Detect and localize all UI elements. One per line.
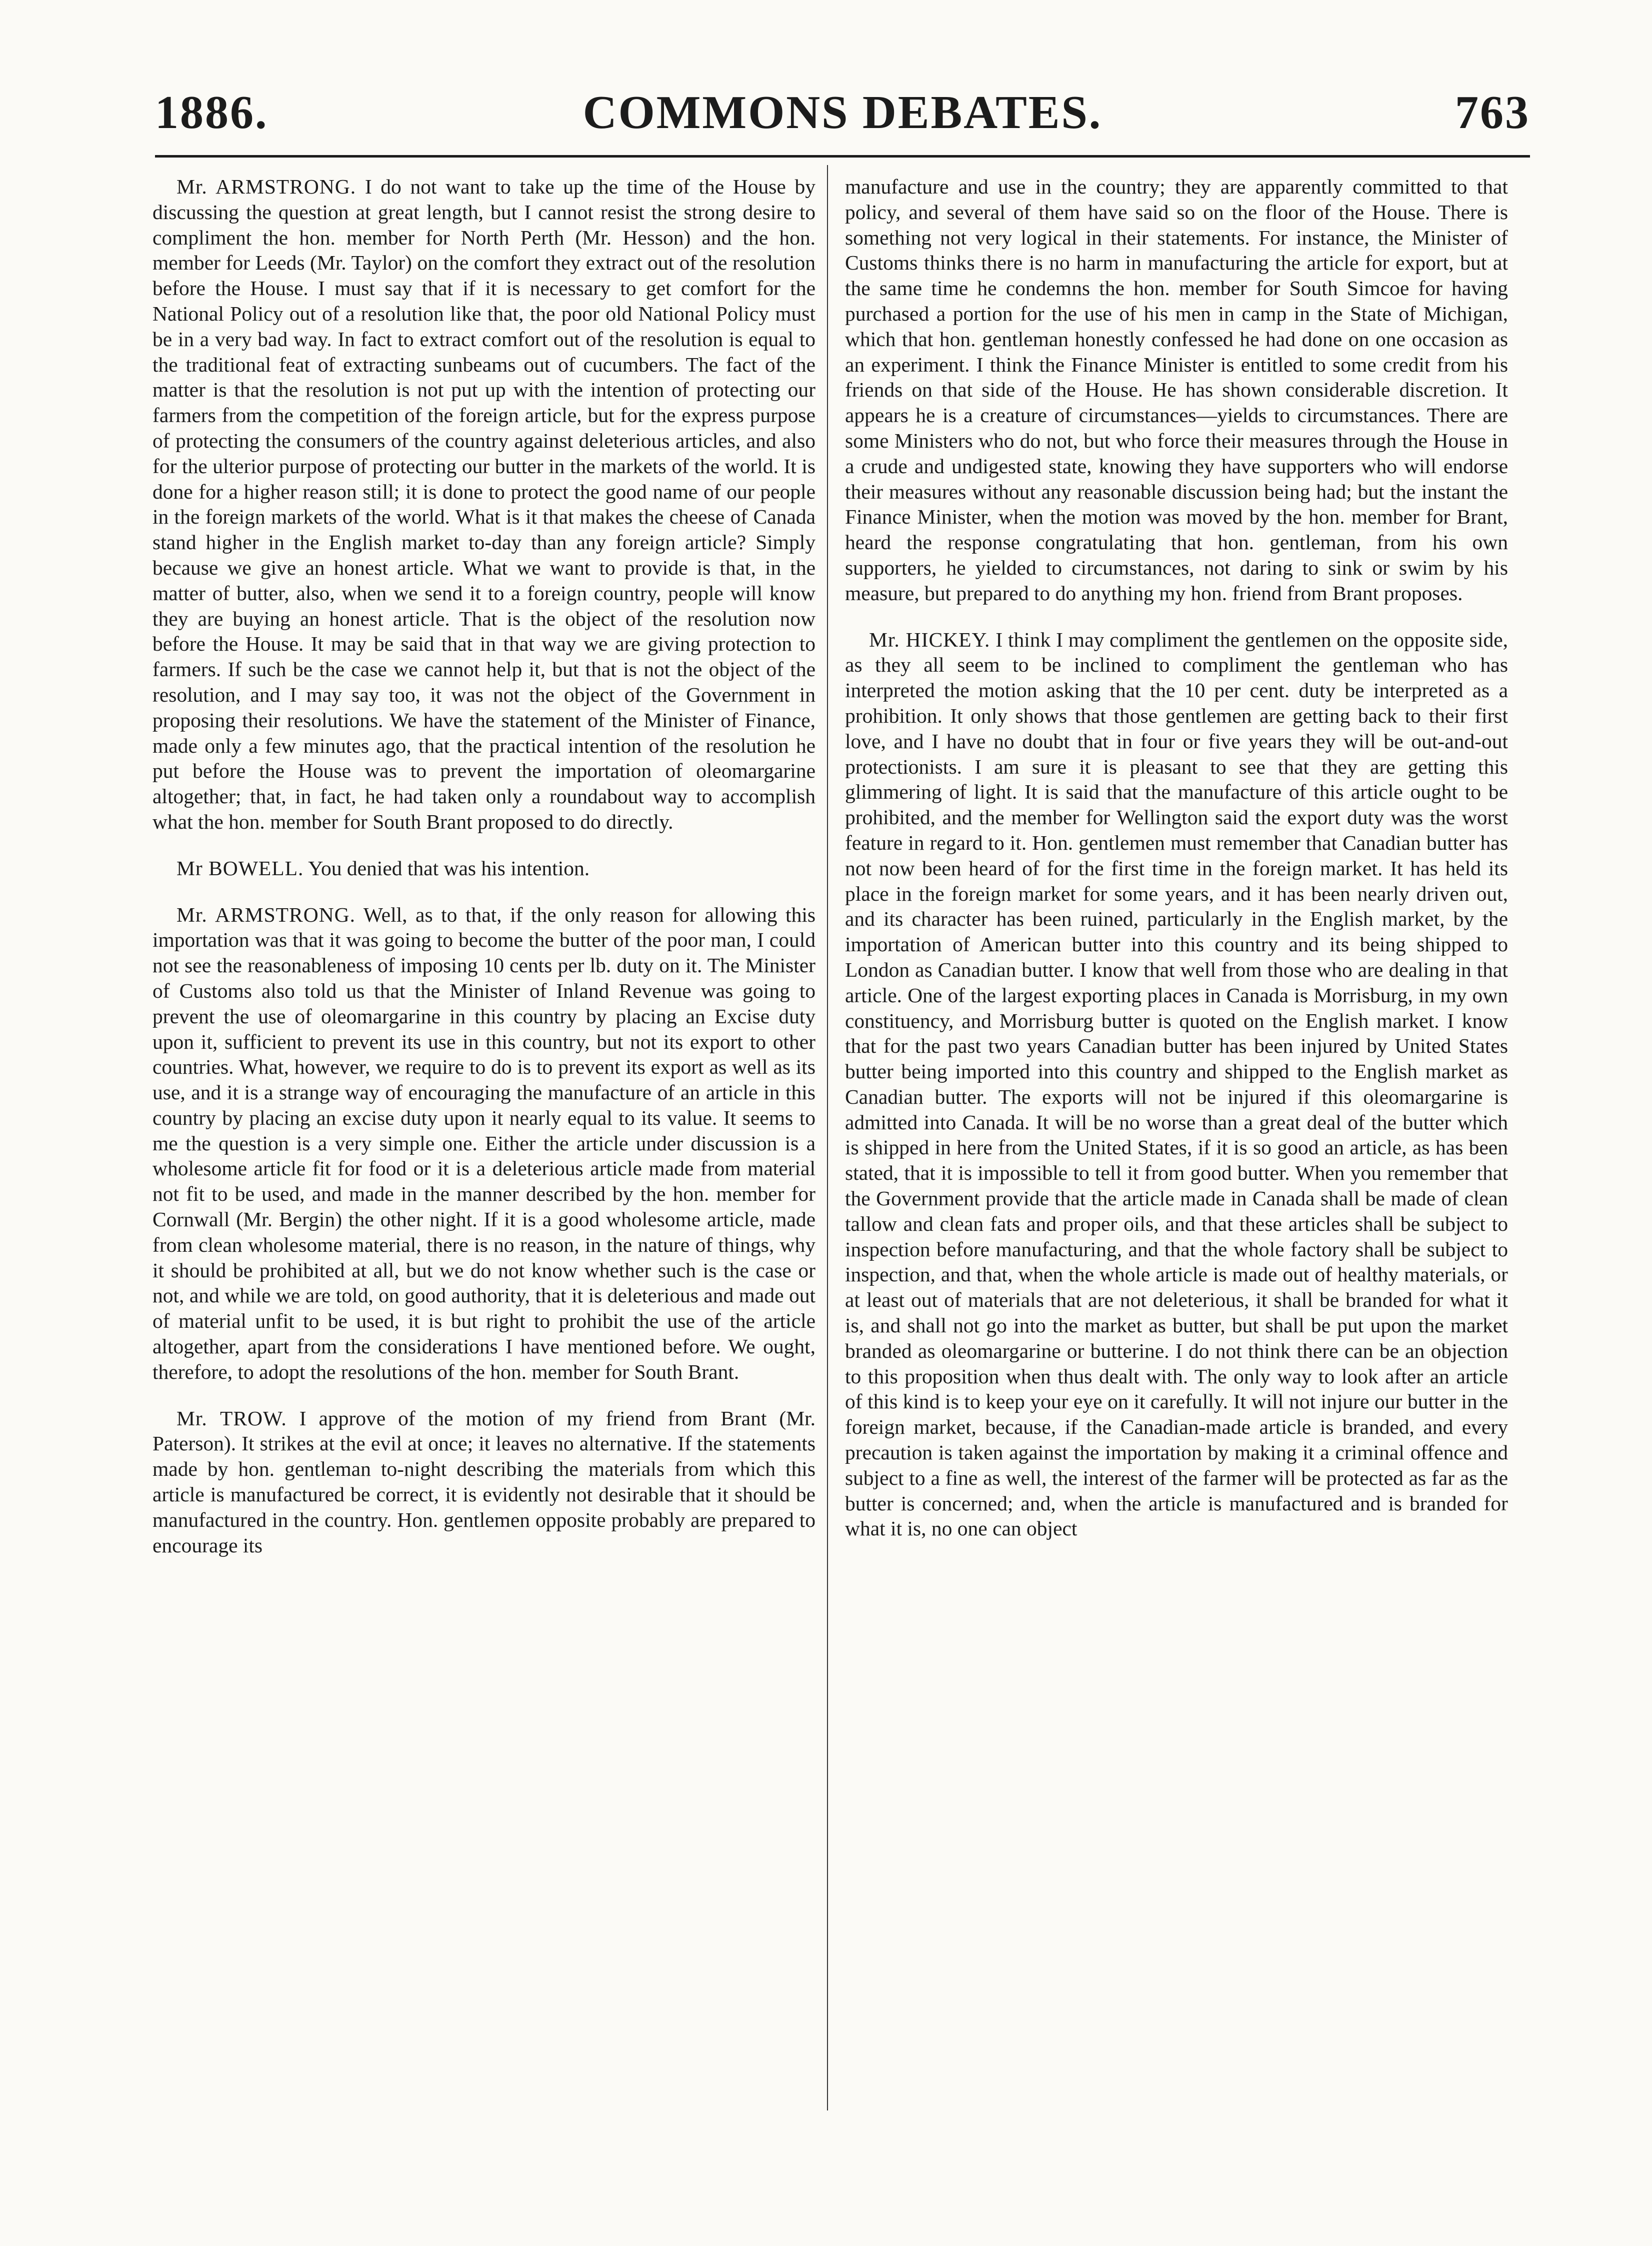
speech-paragraph: [152, 1406, 816, 1558]
speech-text: I think I may compliment the gentlemen on the opposite side, as they all seem to be inclined to compliment the gentleman who has interpreted the motion asking that the 10 per cent. duty be interpreted as a prohibition. It only shows that those gentlemen are getting back to their first love, and I have no doubt that in four or five years they will be out-and-out protectionists. I am sure it is pleasant to see that they are getting this glimmering of light. It is said that the manufacture of this article ought to be prohibited, and the member for Wellington said the export duty was the worst feature in regard to it. Hon. gentlemen must remember that Canadian butter has not now been heard of for the first time in the foreign market. It has held its place in the foreign market for some years, and it has been nearly driven out, and its character has been ruined, particularly in the English market, by the importation of American butter into this country and its being shipped to London as Canadian butter. I know that well from those who are dealing in that article. One of the largest exporting places in Canada is Morrisburg, in my own constituency, and Morrisburg butter is quoted on the English market. I know that for the past two years Canadian butter has been injured by United States butter being imported into this country and shipped to the English market as Canadian butter. The exports will not be injured if this oleomargarine is admitted into Canada. It will be no worse than a great deal of the butter which is shipped in here from the United States, if it is so good an article, as has been stated, that it is impossible to tell it from good butter. When you remember that the Government provide that the article made in Canada shall be made of clean tallow and clean fats and proper oils, and that these articles shall be subject to inspection before manufacturing, and that the whole factory shall be subject to inspection, and that, when the whole article is made out of healthy materials, or at least out of materials that are not deleterious, it shall be branded for what it is, and shall not go into the market as butter, but shall be put upon the market branded as oleomargarine or butterine. I do not think there can be an objection to this proposition when thus dealt with. The only way to look after an article of this kind is to keep your eye on it carefully. It will not injure our butter in the foreign market, because, if the Canadian-made article is branded, and every precaution is taken against the importation by making it a criminal offence and subject to a fine as well, the interest of the farmer will be protected as far as the butter is concerned; and, when the article is manufactured and is branded for what it is, no one can object: [845, 628, 1508, 1540]
speech-paragraph: [152, 902, 816, 1385]
speech-text: You denied that was his intention.: [308, 856, 590, 880]
speech-paragraph: [152, 174, 816, 835]
header-title: COMMONS DEBATES.: [582, 87, 1102, 139]
speaker-name: Mr. ARMSTRONG.: [176, 175, 356, 198]
speech-paragraph: [152, 856, 816, 881]
right-column: [845, 174, 1508, 1562]
page-header: [155, 80, 1530, 145]
header-year: 1886.: [155, 87, 268, 139]
speaker-name: Mr. TROW.: [176, 1406, 287, 1430]
header-rule: [155, 155, 1530, 158]
column-divider: [827, 165, 828, 2110]
left-column: [152, 174, 816, 1579]
speech-text: I do not want to take up the time of the House by discussing the question at great length, but I cannot resist the strong desire to compliment the hon. member for North Perth (Mr. Hesson) and the hon. member for Leeds (Mr. Taylor) on the comfort they extract out of the resolution before the House. I must say that if it is necessary to get comfort for the National Policy out of a resolution like that, the poor old National Policy must be in a very bad way. In fact to extract comfort out of the resolution is equal to the traditional feat of extracting sunbeams out of cucumbers. The fact of the matter is that the resolution is not put up with the intention of protecting our farmers from the competition of the foreign article, but for the express purpose of protecting the consumers of the country against deleterious articles, and also for the ulterior purpose of protecting our butter in the markets of the world. It is done for a higher reason still; it is done to protect the good name of our people in the foreign markets of the world. What is it that makes the cheese of Canada stand higher in the English market to-day than any foreign article? Simply because we give an honest article. What we want to provide is that, in the matter of butter, also, when we send it to a foreign country, people will know they are buying an honest article. That is the object of the resolution now before the House. It may be said that in that way we are giving protection to farmers. If such be the case we cannot help it, but that is not the object of the resolution, and I may say too, it was not the object of the Government in proposing their resolutions. We have the statement of the Minister of Finance, made only a few minutes ago, that the practical intention of the resolution he put before the House was to prevent the importation of oleomargarine altogether; that, in fact, he had taken only a roundabout way to accomplish what the hon. member for South Brant proposed to do directly.: [152, 175, 816, 833]
speech-text: I approve of the motion of my friend from Brant (Mr. Paterson). It strikes at the evil at once; it leaves no alternative. If the statements made by hon. gentleman to-night describing the materials from which this article is manufactured be correct, it is evidently not desirable that it should be manufactured in the country. Hon. gentlemen opposite probably are prepared to encourage its: [152, 1406, 816, 1557]
speaker-name: Mr. ARMSTRONG.: [176, 903, 356, 926]
speaker-name: Mr. HICKEY.: [869, 628, 990, 651]
speech-paragraph-continued: [845, 174, 1508, 606]
header-page-number: 763: [1455, 87, 1530, 139]
speaker-name: Mr BOWELL.: [176, 856, 304, 880]
speech-text: manufacture and use in the country; they are apparently committed to that policy, and several of them have said so on the floor of the House. There is something not very logical in their statements. For instance, the Minister of Customs thinks there is no harm in manufacturing the article for export, but at the same time he condemns the hon. member for South Simcoe for having purchased a portion for the use of his men in camp in the State of Michigan, which that hon. gentleman honestly confessed he had done on one occasion as an experiment. I think the Finance Minister is entitled to some credit from his friends on that side of the House. He has shown considerable discretion. It appears he is a creature of circumstances—yields to circumstances. There are some Ministers who do not, but who force their measures through the House in a crude and undigested state, knowing they have supporters who will endorse their measures without any reasonable discussion being had; but the instant the Finance Minister, when the motion was moved by the hon. member for Brant, heard the response congratulating that hon. gentleman, from his own supporters, he yielded to circumstances, not daring to sink or swim by his measure, but prepared to do anything my hon. friend from Brant proposes.: [845, 175, 1508, 605]
speech-text: Well, as to that, if the only reason for allowing this importation was that it was going to become the butter of the poor man, I could not see the reasonableness of imposing 10 cents per lb. duty on it. The Minister of Customs also told us that the Minister of Inland Revenue was going to prevent the use of oleomargarine in this country by placing an Excise duty upon it, sufficient to prevent its use in this country, but not its export to other countries. What, however, we require to do is to prevent its export as well as its use, and it is a strange way of encouraging the manufacture of an article in this country by placing an excise duty upon it nearly equal to its value. It seems to me the question is a very simple one. Either the article under discussion is a wholesome article fit for food or it is a deleterious article made from material not fit to be used, and made in the manner described by the hon. member for Cornwall (Mr. Bergin) the other night. If it is a good wholesome article, made from clean wholesome material, there is no reason, in the nature of things, why it should be prohibited at all, but we do not know whether such is the case or not, and while we are told, on good authority, that it is deleterious and made out of material unfit to be used, it is but right to prohibit the use of the article altogether, apart from the considerations I have mentioned before. We ought, therefore, to adopt the resolutions of the hon. member for South Brant.: [152, 903, 816, 1383]
speech-paragraph: [845, 627, 1508, 1542]
